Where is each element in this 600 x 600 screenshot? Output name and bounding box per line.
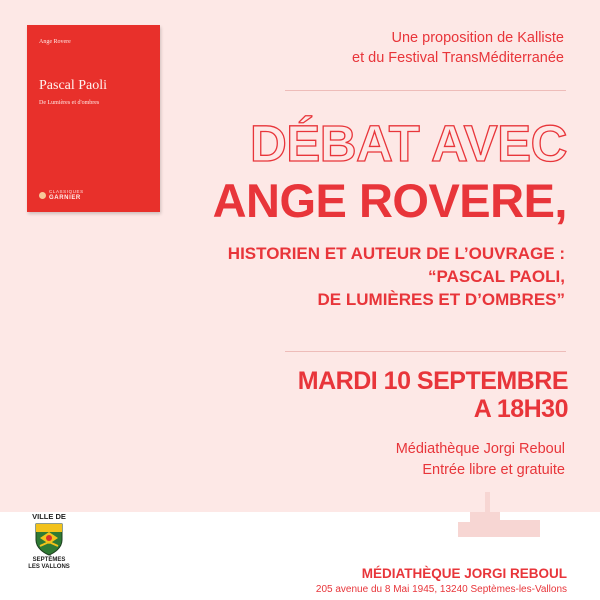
footer-address: 205 avenue du 8 Mai 1945, 13240 Septèmes-les-Vallons: [315, 584, 567, 595]
subtitle-line-3: DE LUMIÈRES ET D’OMBRES”: [317, 290, 565, 309]
footer-venue-name: MÉDIATHÈQUE JORGI REBOUL: [361, 566, 567, 581]
crest-bottom-line-2: LES VALLONS: [28, 564, 70, 570]
publisher-logo: [39, 189, 84, 202]
publisher-dot-icon: [39, 192, 46, 199]
book-subtitle: De Lumières et d'ombres: [39, 100, 100, 106]
building-silhouette-icon: [440, 492, 550, 537]
publisher-line2: GARNIER: [49, 194, 81, 201]
proposal-text: [352, 28, 564, 68]
venue-line-2: Entrée libre et gratuite: [422, 462, 565, 478]
city-crest: [24, 512, 74, 571]
subtitle-line-1: HISTORIEN ET AUTEUR DE L’OUVRAGE :: [227, 244, 565, 263]
crest-bottom-line-1: SEPTÈMES: [32, 557, 66, 563]
divider-middle: [285, 351, 566, 352]
coat-of-arms-icon: [34, 522, 64, 556]
book-title: Pascal Paoli: [39, 78, 108, 93]
subtitle-line-2: “PASCAL PAOLI,: [428, 267, 565, 286]
event-date: [298, 367, 568, 423]
event-venue: [396, 439, 565, 481]
divider-top: [285, 90, 566, 91]
crest-top-text: VILLE DE: [32, 512, 66, 521]
debat-heading: DÉBAT AVEC: [249, 115, 567, 172]
proposal-line-1: Une proposition de Kalliste: [391, 30, 564, 46]
book-author: Ange Rovere: [39, 39, 71, 45]
venue-line-1: Médiathèque Jorgi Reboul: [395, 441, 565, 457]
proposal-line-2: et du Festival TransMéditerranée: [352, 50, 564, 66]
speaker-subtitle: [228, 242, 565, 311]
publisher-line1: CLASSIQUES: [49, 189, 84, 194]
book-cover: [27, 25, 160, 212]
date-line-2: A 18H30: [473, 395, 568, 423]
date-line-1: MARDI 10 SEPTEMBRE: [297, 367, 568, 395]
speaker-name: ANGE ROVERE,: [212, 174, 567, 227]
